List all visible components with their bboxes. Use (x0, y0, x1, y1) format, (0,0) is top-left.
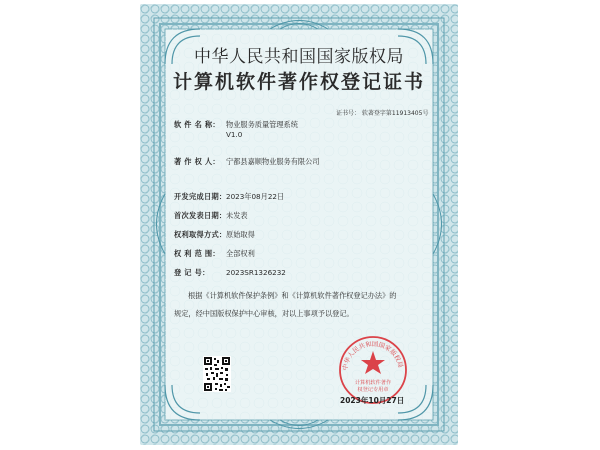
field-label: 登 记 号： (174, 268, 210, 277)
statement-line-2: 规定，经中国版权保护中心审核，对以上事项予以登记。 (174, 309, 354, 318)
field-label: 著 作 权 人： (174, 157, 220, 166)
svg-text:计算机软件著作: 计算机软件著作 (354, 380, 392, 386)
statement-line-1: 根据《计算机软件保护条例》和《计算机软件著作权登记办法》的 (188, 291, 397, 300)
field-registration-number (174, 268, 286, 278)
field-label: 首次发表日期： (174, 211, 227, 220)
field-value: 原始取得 (226, 230, 255, 239)
field-version (174, 130, 242, 139)
svg-text:中华人民共和国国家版权局: 中华人民共和国国家版权局 (341, 340, 404, 371)
field-value: 未发表 (226, 211, 248, 220)
field-acquisition-method (174, 230, 255, 240)
certificate (140, 4, 458, 445)
field-software-name (174, 120, 298, 130)
field-label: 软 件 名 称： (174, 120, 220, 129)
qr-code (203, 356, 231, 392)
field-first-publish-date (174, 211, 248, 221)
field-label: 权利取得方式： (174, 230, 227, 239)
svg-text:权登记专用章: 权登记专用章 (357, 387, 389, 393)
issue-date: 2023年10月27日 (340, 396, 405, 405)
field-value: 物业服务质量管理系统 (226, 120, 298, 129)
certificate-title: 计算机软件著作权登记证书 (172, 71, 425, 93)
field-value: 全部权利 (226, 249, 255, 258)
field-value: 2023年08月22日 (226, 192, 285, 201)
field-copyright-owner (174, 157, 319, 167)
issuer-title: 中华人民共和国国家版权局 (194, 47, 404, 67)
field-value: 2023SR1326232 (226, 268, 286, 277)
certificate-number: 证书号： 软著登字第11913405号 (336, 110, 429, 117)
field-rights-scope (174, 249, 255, 259)
field-label: 开发完成日期： (174, 192, 227, 201)
field-value: V1.0 (226, 130, 243, 139)
field-completion-date (174, 192, 284, 202)
field-value: 宁都县嘉顺物业服务有限公司 (226, 157, 320, 166)
field-label: 权 利 范 围： (174, 249, 220, 258)
